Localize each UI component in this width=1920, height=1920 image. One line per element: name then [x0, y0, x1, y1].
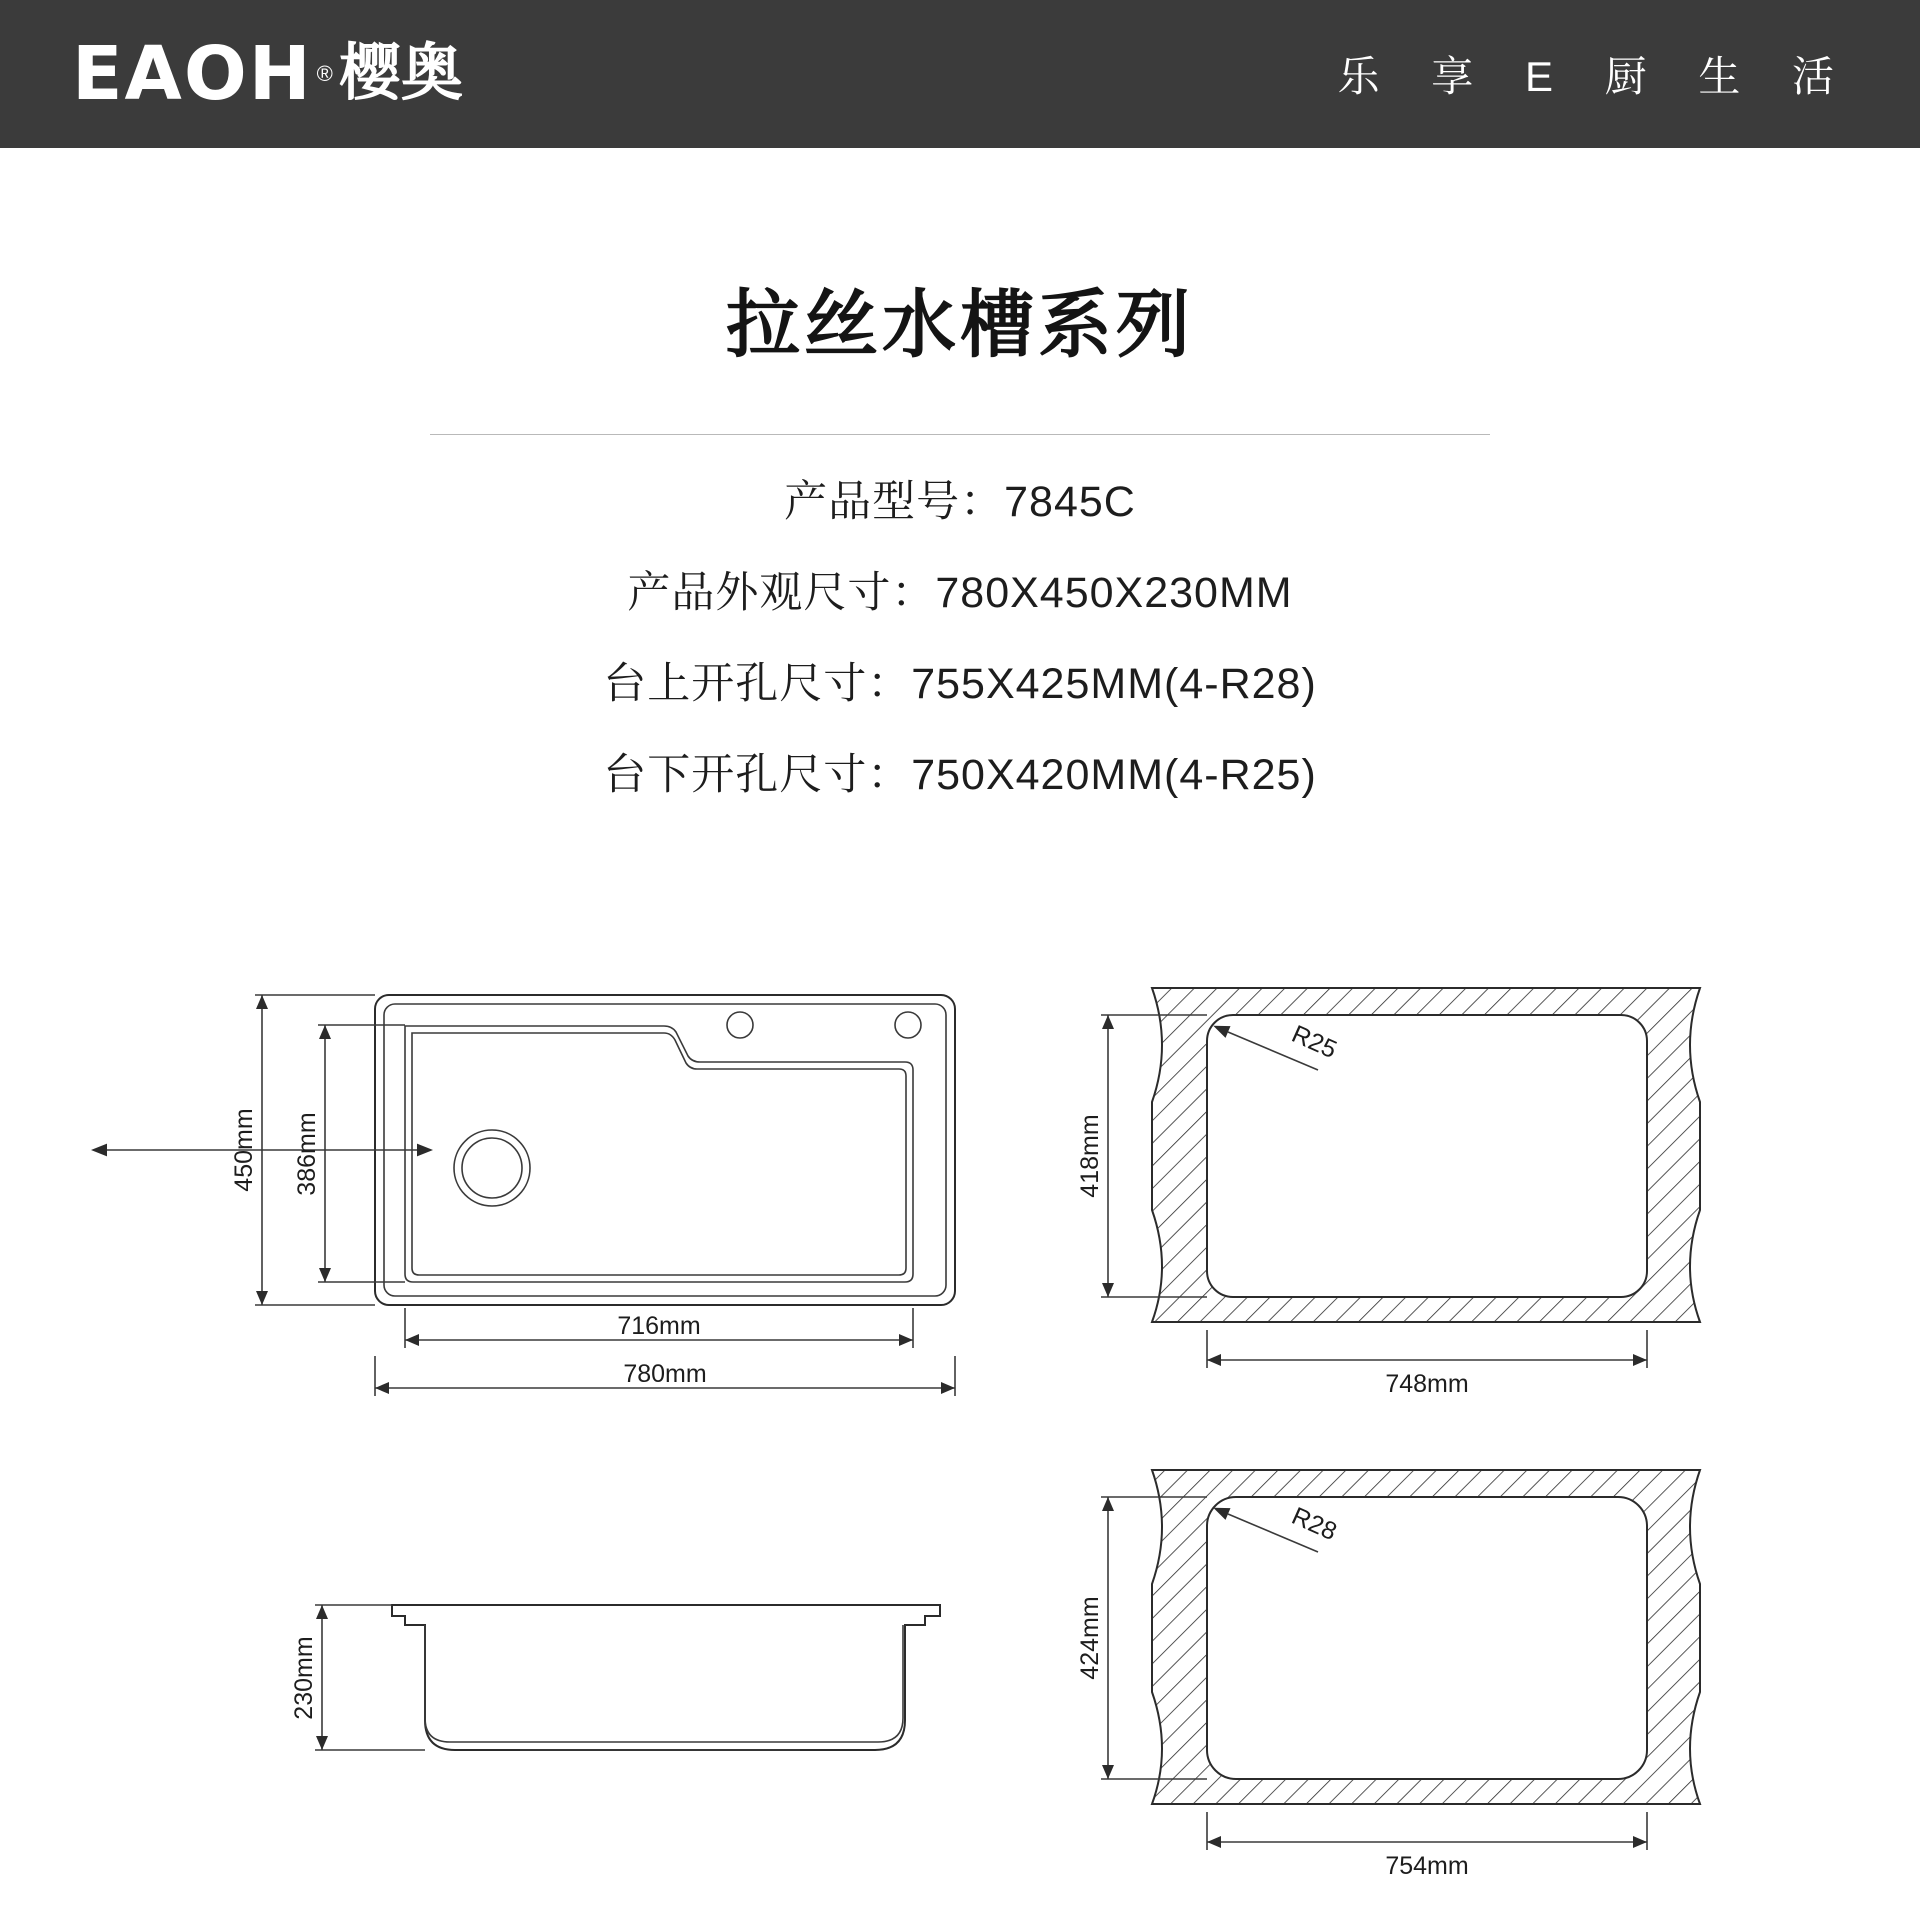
- page-header: [0, 0, 1920, 148]
- drawing-topmount-cutout: [1076, 1470, 1700, 1880]
- brand-mark-text: EAOH: [72, 31, 313, 117]
- title-block: [0, 266, 1920, 435]
- radius-r25-label: R25: [1287, 1019, 1341, 1065]
- drawing-side-view: [290, 1605, 940, 1750]
- dim-topmount-height-label: 424mm: [1076, 1596, 1104, 1680]
- spec-topmount-cutout: 台上开孔尺寸：755X425MM(4-R28): [603, 660, 1317, 708]
- radius-r28-label: R28: [1287, 1501, 1341, 1547]
- dim-undermount-height-label: 418mm: [1076, 1114, 1104, 1198]
- spec-list: [0, 478, 1920, 799]
- dim-side-depth-label: 230mm: [290, 1636, 318, 1720]
- title-divider: [430, 434, 1490, 435]
- registered-trademark-icon: ®: [316, 61, 333, 86]
- dim-outer-width-label: 780mm: [623, 1360, 707, 1388]
- dim-undermount-width-label: 748mm: [1385, 1370, 1469, 1398]
- spec-undermount-cutout: 台下开孔尺寸：750X420MM(4-R25): [603, 751, 1317, 799]
- drawing-top-view: [107, 995, 955, 1396]
- dim-outer-height-label: 450mm: [230, 1108, 258, 1192]
- dim-inner-width-label: 716mm: [617, 1312, 701, 1340]
- technical-drawings: [0, 960, 1920, 1920]
- brand-logo: [72, 31, 463, 117]
- drawing-undermount-cutout: [1076, 988, 1700, 1398]
- dim-topmount-width-label: 754mm: [1385, 1852, 1469, 1880]
- spec-outer-dimensions: 产品外观尺寸：780X450X230MM: [627, 569, 1293, 617]
- brand-chinese-name: 樱奥: [338, 39, 463, 108]
- spec-model: 产品型号：7845C: [784, 478, 1136, 526]
- header-slogan: 乐 享 E 厨 生 活: [1337, 53, 1854, 100]
- dim-inner-height-label: 386mm: [293, 1112, 321, 1196]
- page-title: 拉丝水槽系列: [726, 283, 1194, 366]
